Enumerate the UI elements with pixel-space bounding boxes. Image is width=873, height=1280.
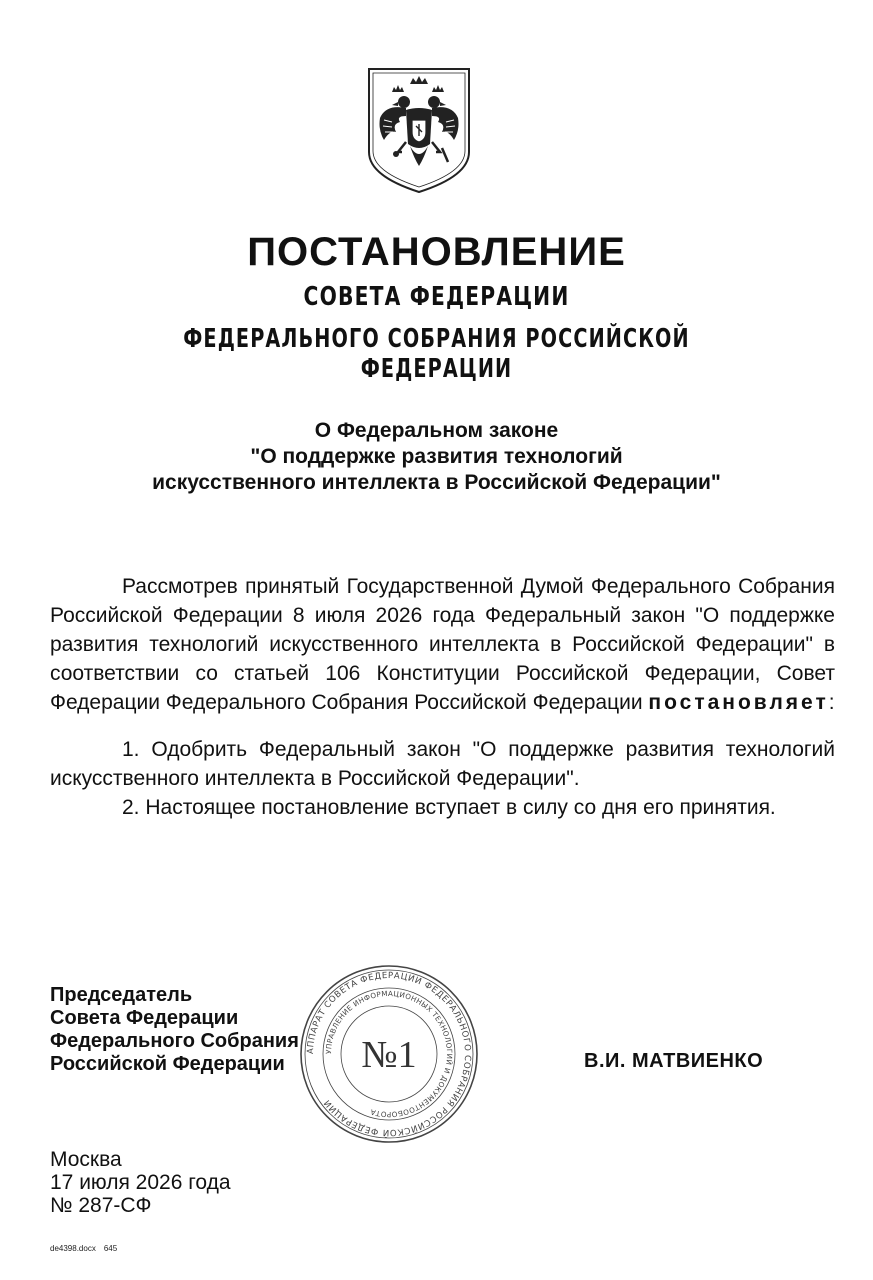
- signer-name: В.И. МАТВИЕНКО: [584, 1050, 764, 1072]
- seal-inner-text: УПРАВЛЕНИЕ ИНФОРМАЦИОННЫХ ТЕХНОЛОГИЙ И ДОКУМЕНТООБОРОТА: [323, 988, 455, 1120]
- subject-line-2: "О поддержке развития технологий: [250, 445, 623, 468]
- footer-city: Москва: [50, 1148, 122, 1171]
- document-type-heading: ПОСТАНОВЛЕНИЕ: [247, 230, 626, 274]
- issuer-line-2: ФЕДЕРАЛЬНОГО СОБРАНИЯ РОССИЙСКОЙ ФЕДЕРАЦИИ: [183, 324, 690, 384]
- file-mark-code: 645: [103, 1244, 118, 1253]
- decree-colon: :: [828, 691, 835, 714]
- resolution-item-2: 2. Настоящее постановление вступает в силу со дня его принятия.: [122, 796, 776, 819]
- official-seal-stamp: [298, 963, 480, 1145]
- seal-ring-text: АППАРАТ СОВЕТА ФЕДЕРАЦИИ ФЕДЕРАЛЬНОГО СОБРАНИЯ РОССИЙСКОЙ ФЕДЕРАЦИИ: [305, 970, 473, 1138]
- subject-line-3: искусственного интеллекта в Российской Федерации": [152, 471, 721, 494]
- file-mark: [50, 1244, 125, 1253]
- document-subject: [0, 418, 873, 496]
- coat-of-arms-icon: [366, 66, 472, 194]
- footer-date: 17 июля 2026 года: [50, 1171, 231, 1194]
- resolution-item-1: 1. Одобрить Федеральный закон "О поддержке развития технологий искусственного интеллекта в Российской Федерации".: [50, 738, 835, 790]
- subject-line-1: О Федеральном законе: [314, 419, 559, 442]
- signer-title-line: Федерального Собрания: [50, 1030, 299, 1052]
- resolution-items: [50, 735, 835, 822]
- signer-title-line: Совета Федерации: [50, 1007, 239, 1029]
- decree-word: постановляет: [648, 691, 829, 714]
- preamble-paragraph: [50, 572, 835, 717]
- document-body: [50, 572, 835, 822]
- signer-title-line: Российской Федерации: [50, 1053, 285, 1075]
- document-footer: [50, 1148, 231, 1217]
- file-mark-filename: de4398.docx: [50, 1244, 96, 1253]
- footer-number: № 287-СФ: [50, 1194, 152, 1217]
- seal-number: №1: [361, 1034, 417, 1076]
- signer-title: [50, 984, 299, 1076]
- signer-title-line: Председатель: [50, 984, 193, 1006]
- issuer-line-1: СОВЕТА ФЕДЕРАЦИИ: [303, 282, 570, 312]
- preamble-text: Рассмотрев принятый Государственной Думой Федерального Собрания Российской Федерации 8 июля 2026 года Федеральный закон "О поддержке развития технологий искусственного интеллекта в Российской Федерации" в соответствии со статьей 106 Конституции Российской Федерации, Совет Федерации Федерального Собрания Российской Федерации: [50, 575, 835, 714]
